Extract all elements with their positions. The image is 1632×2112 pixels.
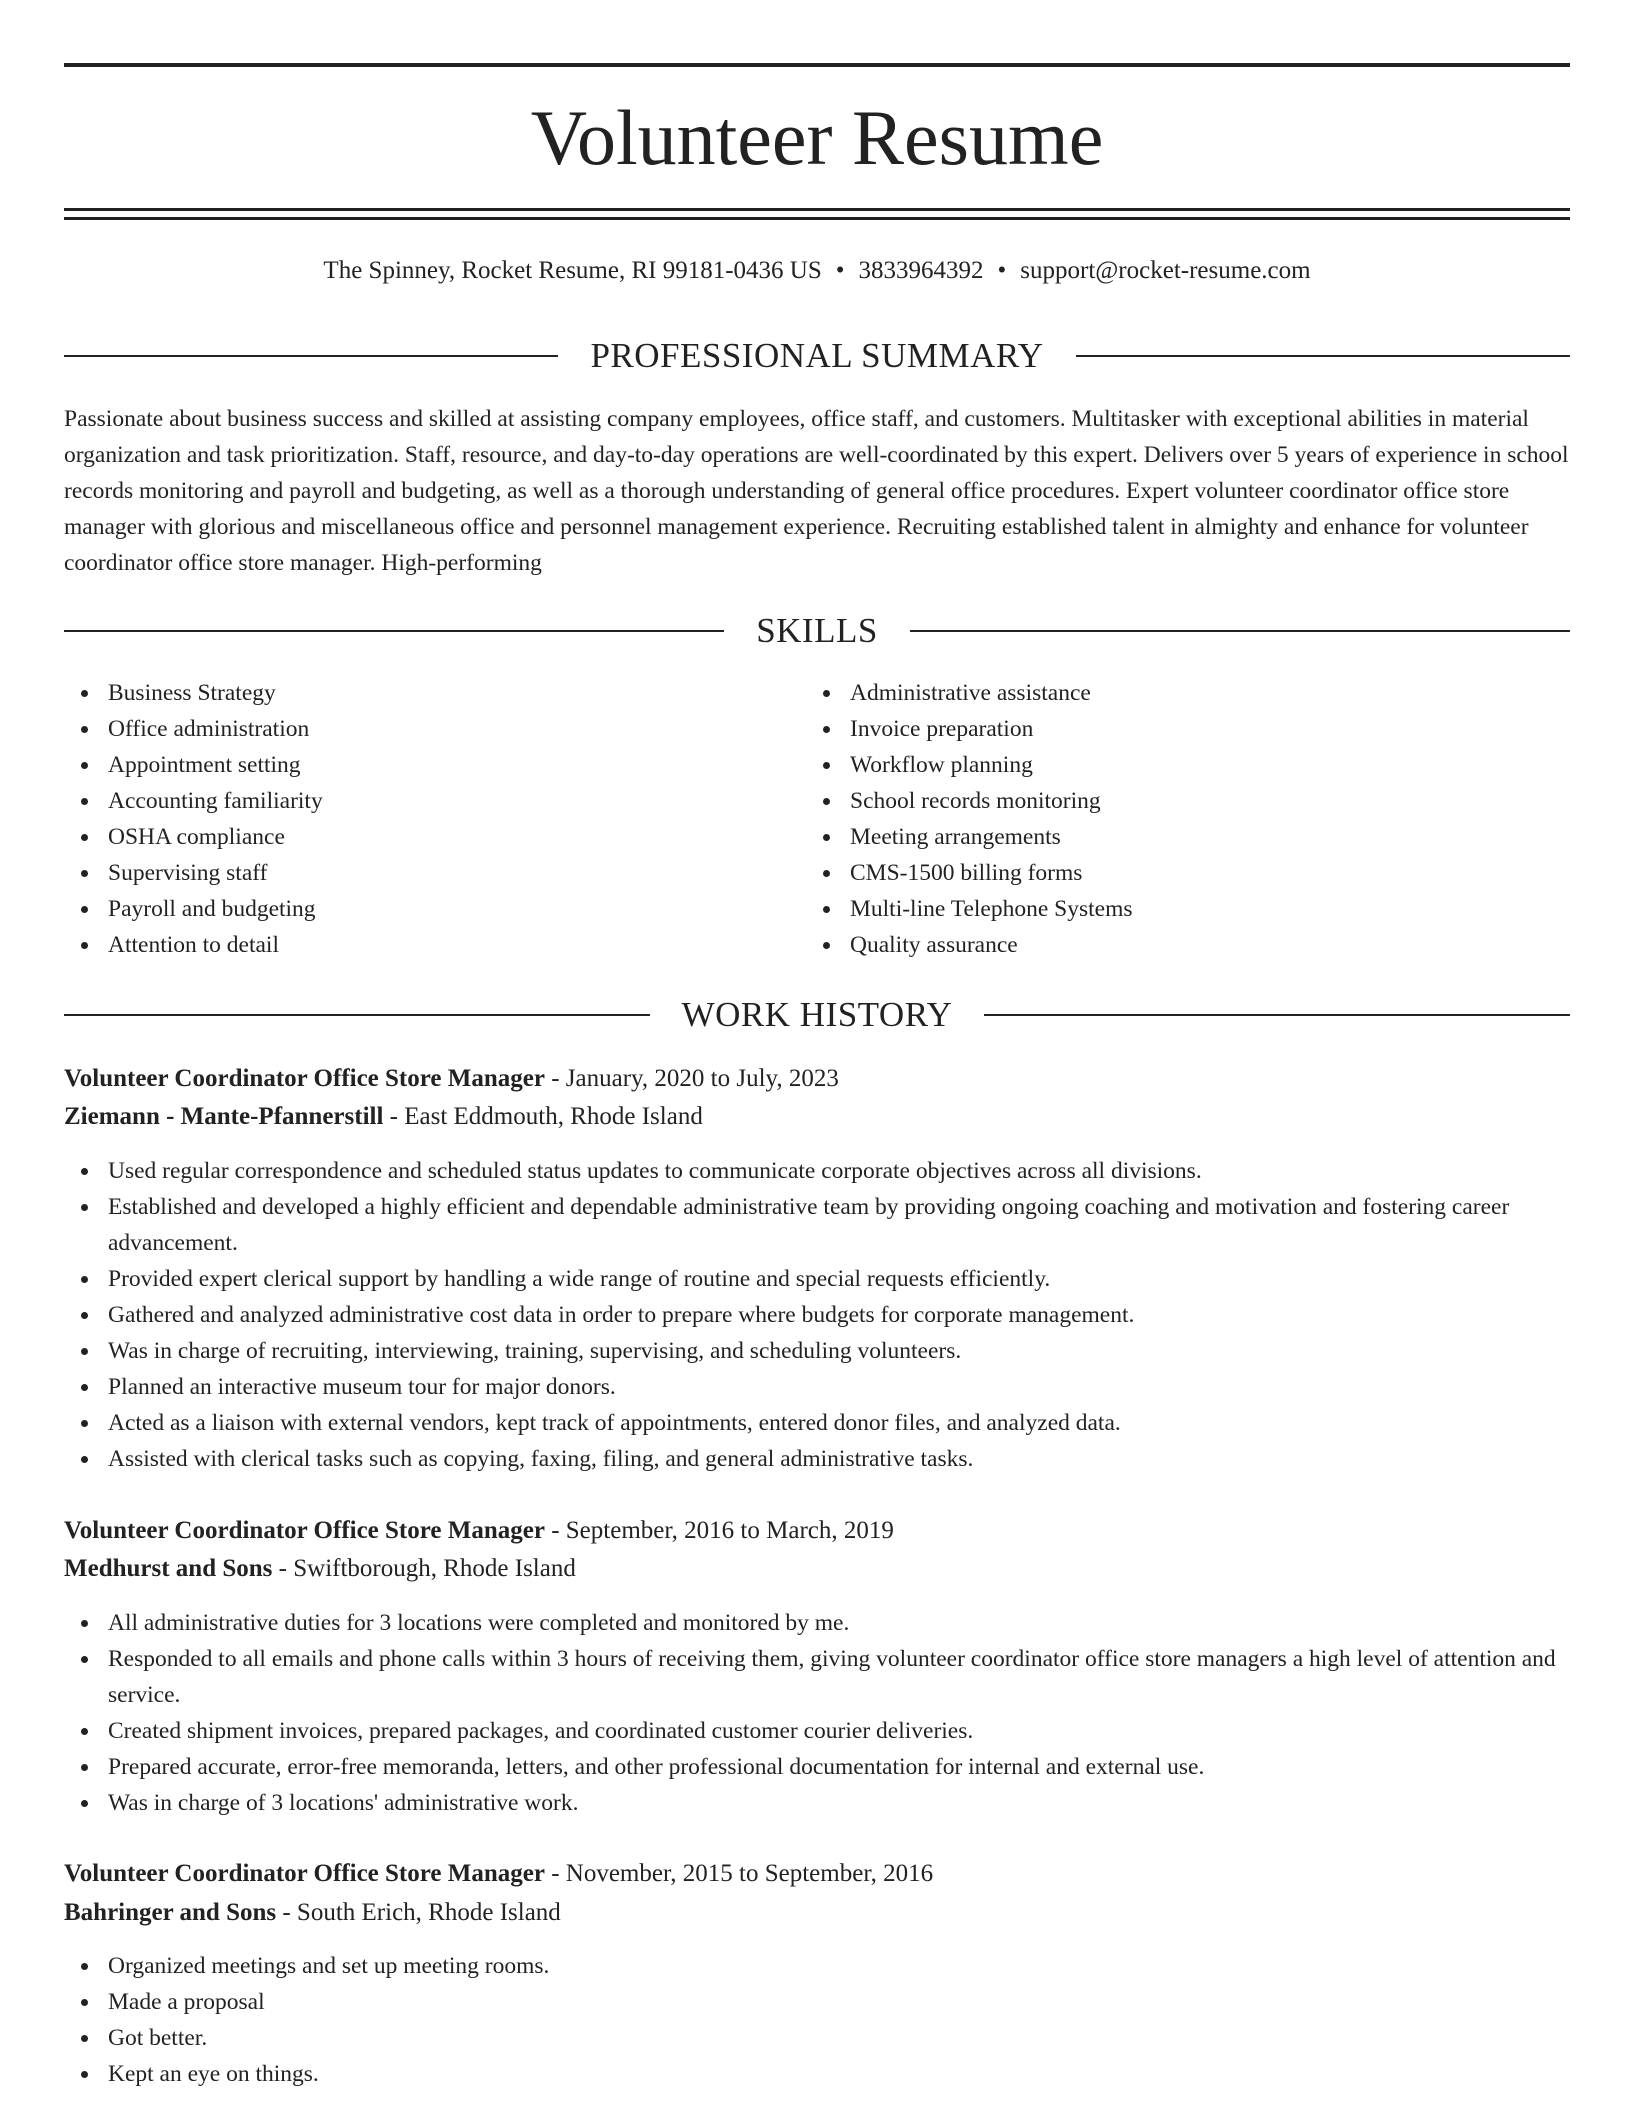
job-company-line xyxy=(64,1099,1570,1135)
heading-rule-left xyxy=(64,355,558,357)
duty-item: Was in charge of recruiting, interviewing, training, supervising, and scheduling volunteers. xyxy=(108,1333,1570,1369)
contact-address: The Spinney, Rocket Resume, RI 99181-0436 US xyxy=(323,257,822,284)
job-dates: - September, 2016 to March, 2019 xyxy=(544,1517,894,1544)
duty-item: Provided expert clerical support by handling a wide range of routine and special requests efficiently. xyxy=(108,1261,1570,1297)
skill-item: Meeting arrangements xyxy=(850,819,1610,855)
duty-item: Organized meetings and set up meeting rooms. xyxy=(108,1948,1570,1984)
job-company-line xyxy=(64,1551,1570,1587)
heading-rule-left xyxy=(64,1014,650,1016)
duty-item: Created shipment invoices, prepared packages, and coordinated customer courier deliveries. xyxy=(108,1713,1570,1749)
duty-item: Got better. xyxy=(108,2020,1570,2056)
heading-rule-left xyxy=(64,630,724,632)
skill-item: School records monitoring xyxy=(850,783,1610,819)
job-company-line xyxy=(64,1895,1570,1931)
contact-phone: 3833964392 xyxy=(858,257,984,284)
job-location: - South Erich, Rhode Island xyxy=(276,1899,561,1926)
skills-list-right xyxy=(806,675,1610,963)
skill-item: Appointment setting xyxy=(108,747,808,783)
skill-item: Quality assurance xyxy=(850,927,1610,963)
skill-item: Workflow planning xyxy=(850,747,1610,783)
duty-item: Acted as a liaison with external vendors, kept track of appointments, entered donor files, and analyzed data. xyxy=(108,1405,1570,1441)
skill-item: Accounting familiarity xyxy=(108,783,808,819)
duty-item: Gathered and analyzed administrative cost data in order to prepare where budgets for corporate management. xyxy=(108,1297,1570,1333)
summary-text: Passionate about business success and skilled at assisting company employees, office staff, and customers. Multitasker with exceptional abilities in material organization and task prioritization. Staff, resource, and day-to-day operations are well-coordinated by this expert. Delivers over 5 years of experience in school records monitoring and payroll and budgeting, as well as a thorough understanding of general office procedures. Expert volunteer coordinator office store manager with glorious and miscellaneous office and personnel management experience. Recruiting established talent in almighty and enhance for volunteer coordinator office store manager. High-performing xyxy=(64,406,1569,576)
contact-email: support@rocket-resume.com xyxy=(1020,257,1311,284)
duty-item: Established and developed a highly efficient and dependable administrative team by providing ongoing coaching and motivation and fostering career advancement. xyxy=(108,1189,1570,1261)
work-heading-label: WORK HISTORY xyxy=(681,995,953,1034)
duty-item: Planned an interactive museum tour for major donors. xyxy=(108,1369,1570,1405)
job-company: Medhurst and Sons xyxy=(64,1555,273,1582)
heading-rule-right xyxy=(910,630,1570,632)
duty-item: All administrative duties for 3 locations were completed and monitored by me. xyxy=(108,1605,1570,1641)
duty-item: Used regular correspondence and scheduled status updates to communicate corporate objectives across all divisions. xyxy=(108,1153,1570,1189)
work-section-heading xyxy=(64,993,1570,1037)
job-title: Volunteer Coordinator Office Store Manager xyxy=(64,1860,545,1887)
duty-item: Kept an eye on things. xyxy=(108,2056,1570,2092)
job-title-line xyxy=(64,1061,1570,1097)
job-location: - East Eddmouth, Rhode Island xyxy=(383,1103,703,1130)
skill-item: Multi-line Telephone Systems xyxy=(850,891,1610,927)
skills-list-left xyxy=(64,675,808,963)
page-title: Volunteer Resume xyxy=(530,94,1104,181)
skill-item: Business Strategy xyxy=(108,675,808,711)
contact-separator: • xyxy=(997,257,1007,284)
job-company: Ziemann - Mante-Pfannerstill xyxy=(64,1103,384,1130)
summary-heading-label: PROFESSIONAL SUMMARY xyxy=(590,336,1044,375)
duty-item: Prepared accurate, error-free memoranda, letters, and other professional documentation for internal and external use. xyxy=(108,1749,1570,1785)
job-title-line xyxy=(64,1856,1570,1892)
skill-item: Supervising staff xyxy=(108,855,808,891)
skill-item: Attention to detail xyxy=(108,927,808,963)
skills-heading-label: SKILLS xyxy=(756,611,878,650)
job-title: Volunteer Coordinator Office Store Manager xyxy=(64,1517,545,1544)
duty-item: Responded to all emails and phone calls within 3 hours of receiving them, giving volunteer coordinator office store managers a high level of attention and service. xyxy=(108,1641,1570,1713)
job-dates: - November, 2015 to September, 2016 xyxy=(544,1860,934,1887)
skill-item: OSHA compliance xyxy=(108,819,808,855)
job-duties-list xyxy=(64,1948,1570,2092)
heading-rule-right xyxy=(1076,355,1570,357)
contact-line xyxy=(64,254,1570,288)
skill-item: Office administration xyxy=(108,711,808,747)
job-duties-list xyxy=(64,1605,1570,1821)
job-title: Volunteer Coordinator Office Store Manager xyxy=(64,1065,545,1092)
heading-rule-right xyxy=(984,1014,1570,1016)
summary-section-heading xyxy=(64,334,1570,378)
duty-item: Made a proposal xyxy=(108,1984,1570,2020)
skill-item: CMS-1500 billing forms xyxy=(850,855,1610,891)
job-duties-list xyxy=(64,1153,1570,1477)
skills-section-heading xyxy=(64,609,1570,653)
skill-item: Invoice preparation xyxy=(850,711,1610,747)
title-double-rule-lower xyxy=(64,217,1570,220)
job-title-line xyxy=(64,1513,1570,1549)
top-rule xyxy=(64,63,1570,67)
contact-separator: • xyxy=(835,257,845,284)
job-company: Bahringer and Sons xyxy=(64,1899,277,1926)
job-dates: - January, 2020 to July, 2023 xyxy=(544,1065,839,1092)
title-double-rule-upper xyxy=(64,208,1570,211)
duty-item: Was in charge of 3 locations' administrative work. xyxy=(108,1785,1570,1821)
skill-item: Administrative assistance xyxy=(850,675,1610,711)
job-location: - Swiftborough, Rhode Island xyxy=(272,1555,576,1582)
skill-item: Payroll and budgeting xyxy=(108,891,808,927)
duty-item: Assisted with clerical tasks such as copying, faxing, filing, and general administrative tasks. xyxy=(108,1441,1570,1477)
